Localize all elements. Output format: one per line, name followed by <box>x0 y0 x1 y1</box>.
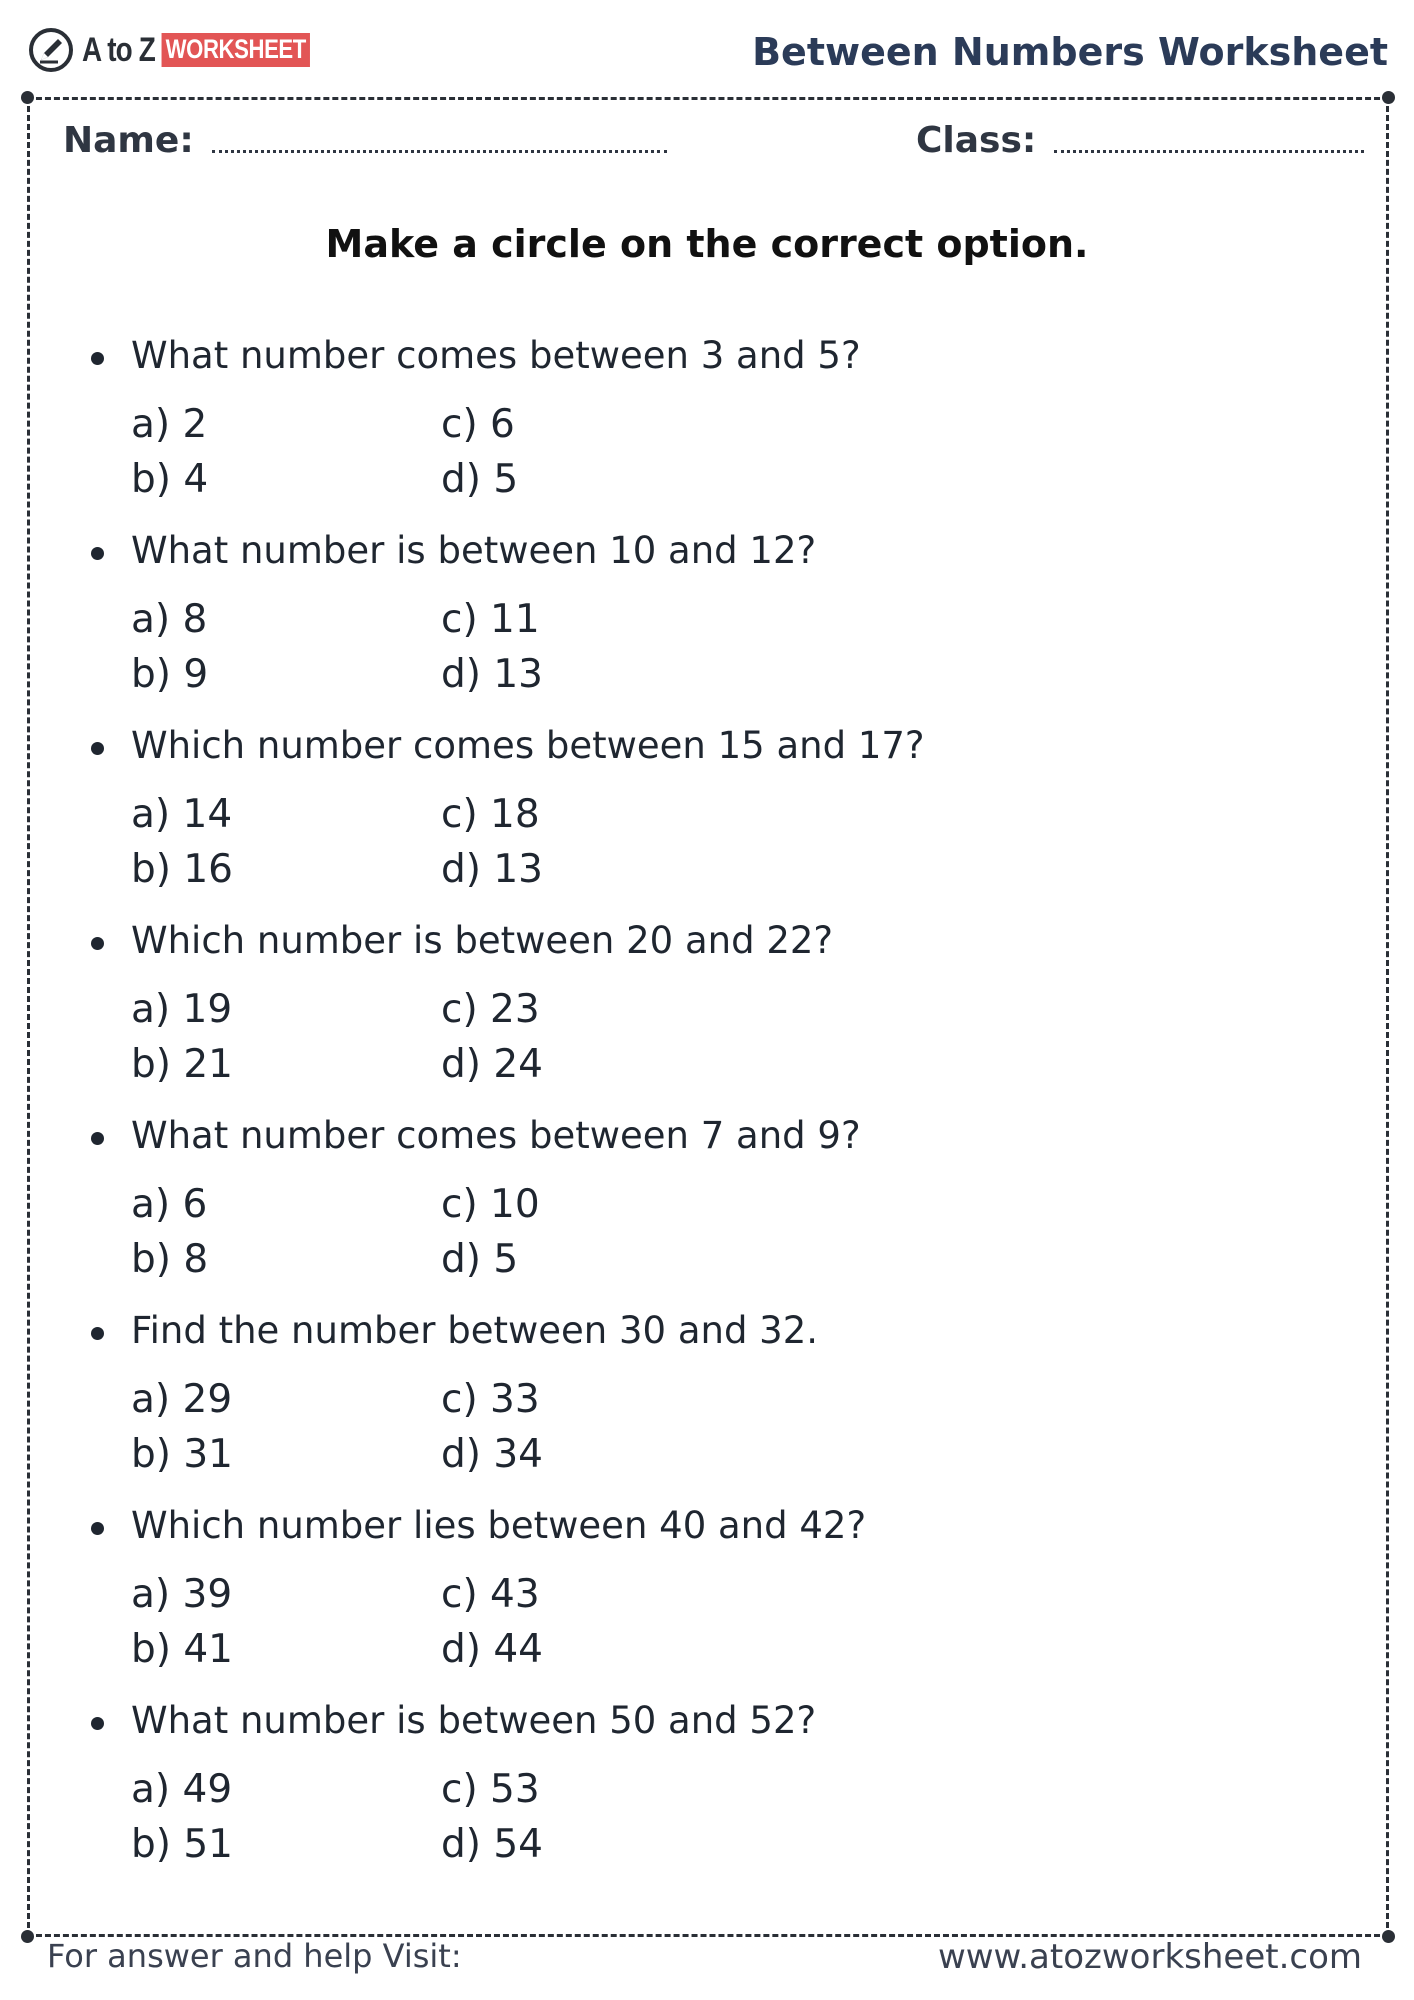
option-d[interactable]: d) 54 <box>441 1822 543 1867</box>
worksheet-title: Between Numbers Worksheet <box>752 30 1388 74</box>
brand-name <box>82 31 310 70</box>
option-a[interactable]: a) 14 <box>131 792 233 837</box>
option-d[interactable]: d) 44 <box>441 1627 543 1672</box>
instruction-heading: Make a circle on the correct option. <box>325 222 1089 266</box>
brand-text: A to Z <box>82 30 156 69</box>
corner-dot <box>21 1930 34 1943</box>
question-item <box>0 1500 1414 1695</box>
option-c[interactable]: c) 18 <box>441 792 540 837</box>
question-item <box>0 915 1414 1110</box>
brand-badge: WORKSHEET <box>162 33 310 67</box>
footer-website-link[interactable]: www.atozworksheet.com <box>937 1937 1362 1977</box>
name-label: Name: <box>63 120 194 161</box>
footer-help-text: For answer and help Visit: <box>47 1937 462 1975</box>
option-a[interactable]: a) 8 <box>131 597 208 642</box>
option-c[interactable]: c) 33 <box>441 1377 540 1422</box>
bullet-dot-icon <box>91 352 104 365</box>
question-text: Find the number between 30 and 32. <box>131 1309 819 1352</box>
option-c[interactable]: c) 6 <box>441 402 515 447</box>
bullet-dot-icon <box>91 1132 104 1145</box>
question-text: What number comes between 7 and 9? <box>131 1114 861 1157</box>
option-b[interactable]: b) 31 <box>131 1432 233 1477</box>
question-text: What number is between 50 and 52? <box>131 1699 817 1742</box>
option-b[interactable]: b) 16 <box>131 847 233 892</box>
bullet-dot-icon <box>91 1717 104 1730</box>
option-a[interactable]: a) 29 <box>131 1377 233 1422</box>
corner-dot <box>21 91 34 104</box>
question-text: Which number comes between 15 and 17? <box>131 724 925 767</box>
bullet-dot-icon <box>91 547 104 560</box>
option-d[interactable]: d) 5 <box>441 1237 519 1282</box>
option-d[interactable]: d) 5 <box>441 457 519 502</box>
question-text: Which number lies between 40 and 42? <box>131 1504 867 1547</box>
option-c[interactable]: c) 43 <box>441 1572 540 1617</box>
option-c[interactable]: c) 11 <box>441 597 540 642</box>
question-item <box>0 1110 1414 1305</box>
question-item <box>0 1305 1414 1500</box>
option-a[interactable]: a) 6 <box>131 1182 208 1227</box>
option-a[interactable]: a) 2 <box>131 402 208 447</box>
option-a[interactable]: a) 49 <box>131 1767 233 1812</box>
option-a[interactable]: a) 39 <box>131 1572 233 1617</box>
class-label: Class: <box>916 120 1037 161</box>
pencil-circle-logo-icon <box>28 27 74 73</box>
question-text: What number comes between 3 and 5? <box>131 334 861 377</box>
question-text: What number is between 10 and 12? <box>131 529 817 572</box>
option-b[interactable]: b) 21 <box>131 1042 233 1087</box>
question-item <box>0 1695 1414 1890</box>
bullet-dot-icon <box>91 742 104 755</box>
class-field[interactable] <box>916 120 1364 161</box>
class-blank-line[interactable] <box>1054 150 1364 153</box>
brand-logo <box>28 26 360 74</box>
option-d[interactable]: d) 34 <box>441 1432 543 1477</box>
question-item <box>0 720 1414 915</box>
option-b[interactable]: b) 51 <box>131 1822 233 1867</box>
option-d[interactable]: d) 24 <box>441 1042 543 1087</box>
option-d[interactable]: d) 13 <box>441 652 543 697</box>
option-b[interactable]: b) 41 <box>131 1627 233 1672</box>
question-list <box>0 330 1414 1890</box>
option-a[interactable]: a) 19 <box>131 987 233 1032</box>
bullet-dot-icon <box>91 937 104 950</box>
corner-dot <box>1382 1930 1395 1943</box>
option-c[interactable]: c) 10 <box>441 1182 540 1227</box>
name-blank-line[interactable] <box>212 150 667 153</box>
bullet-dot-icon <box>91 1327 104 1340</box>
question-item <box>0 525 1414 720</box>
question-item <box>0 330 1414 525</box>
corner-dot <box>1382 91 1395 104</box>
question-text: Which number is between 20 and 22? <box>131 919 834 962</box>
option-c[interactable]: c) 23 <box>441 987 540 1032</box>
option-b[interactable]: b) 8 <box>131 1237 209 1282</box>
option-b[interactable]: b) 9 <box>131 652 209 697</box>
name-field[interactable] <box>63 120 667 161</box>
option-c[interactable]: c) 53 <box>441 1767 540 1812</box>
option-b[interactable]: b) 4 <box>131 457 209 502</box>
option-d[interactable]: d) 13 <box>441 847 543 892</box>
bullet-dot-icon <box>91 1522 104 1535</box>
